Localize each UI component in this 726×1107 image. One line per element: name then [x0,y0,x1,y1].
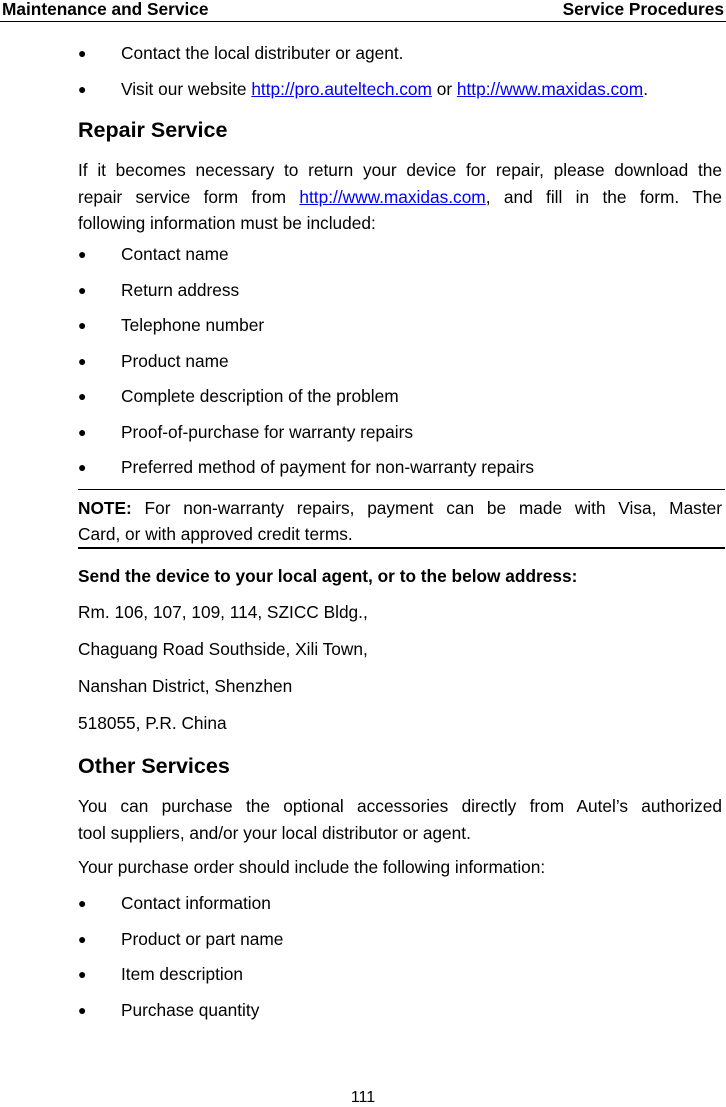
address-line: Chaguang Road Southside, Xili Town, [78,639,368,659]
address-line: Rm. 106, 107, 109, 114, SZICC Bldg., [78,602,368,622]
bullet-icon: ● [78,81,87,97]
list-item: Preferred method of payment for non-warranty repairs [121,457,535,477]
page-header [0,0,726,22]
website-link-maxidas[interactable]: http://www.maxidas.com [456,79,644,99]
note-box [78,489,725,549]
list-item: Contact information [121,893,271,913]
list-item: Complete description of the problem [121,386,399,406]
bullet-icon: ● [78,931,87,947]
bullet-icon: ● [78,895,87,911]
bullet-icon: ● [78,282,87,298]
bullet-icon: ● [78,388,87,404]
list-item [121,78,648,100]
paragraph-line: If it becomes necessary to return your device for repair, please download the [78,160,722,180]
list-item: Product name [121,351,229,371]
paragraph-line: You can purchase the optional accessories directly from Autel’s authorized [78,796,722,816]
bullet-icon: ● [78,966,87,982]
purchase-order-intro: Your purchase order should include the following information: [78,857,546,877]
section-heading-repair-service: Repair Service [78,118,228,142]
address-line: Nanshan District, Shenzhen [78,676,293,696]
list-item: Purchase quantity [121,1000,260,1020]
bullet-icon: ● [78,317,87,333]
note-line: Card, or with approved credit terms. [78,524,353,544]
bullet-icon: ● [78,246,87,262]
paragraph-line: tool suppliers, and/or your local distributor or agent. [78,822,471,843]
paragraph-text: , and fill in the form. The [485,186,722,207]
list-item: Return address [121,280,240,300]
list-item: Product or part name [121,929,284,949]
bullet-icon: ● [78,353,87,369]
note-label: NOTE: [78,498,132,518]
repair-service-paragraph [78,157,722,237]
list-item-text: or [431,79,457,99]
paragraph-line: following information must be included: [78,213,376,233]
address-intro: Send the device to your local agent, or to the below address: [78,566,578,586]
note-text: For non-warranty repairs, payment can be made with Visa, Master [131,498,722,518]
address-line: 518055, P.R. China [78,713,227,733]
list-item: Contact name [121,244,229,264]
list-item: Proof-of-purchase for warranty repairs [121,422,413,442]
note-line [78,497,722,519]
list-item-text: Visit our website [121,79,252,99]
header-section-title: Service Procedures [562,0,724,19]
bullet-icon: ● [78,459,87,475]
list-item: Contact the local distributer or agent. [121,43,404,63]
other-services-paragraph [78,793,722,846]
page-number: 111 [350,1089,376,1106]
header-chapter-title: Maintenance and Service [2,0,209,19]
bullet-icon: ● [78,424,87,440]
website-link-auteltech[interactable]: http://pro.auteltech.com [251,79,432,99]
repair-form-link[interactable]: http://www.maxidas.com [299,186,486,207]
bullet-icon: ● [78,45,87,61]
section-heading-other-services: Other Services [78,754,230,778]
paragraph-text: repair service form from [78,186,300,207]
list-item: Telephone number [121,315,265,335]
list-item: Item description [121,964,243,984]
paragraph-line [78,184,722,211]
bullet-icon: ● [78,1002,87,1018]
list-item-text: . [643,79,649,99]
